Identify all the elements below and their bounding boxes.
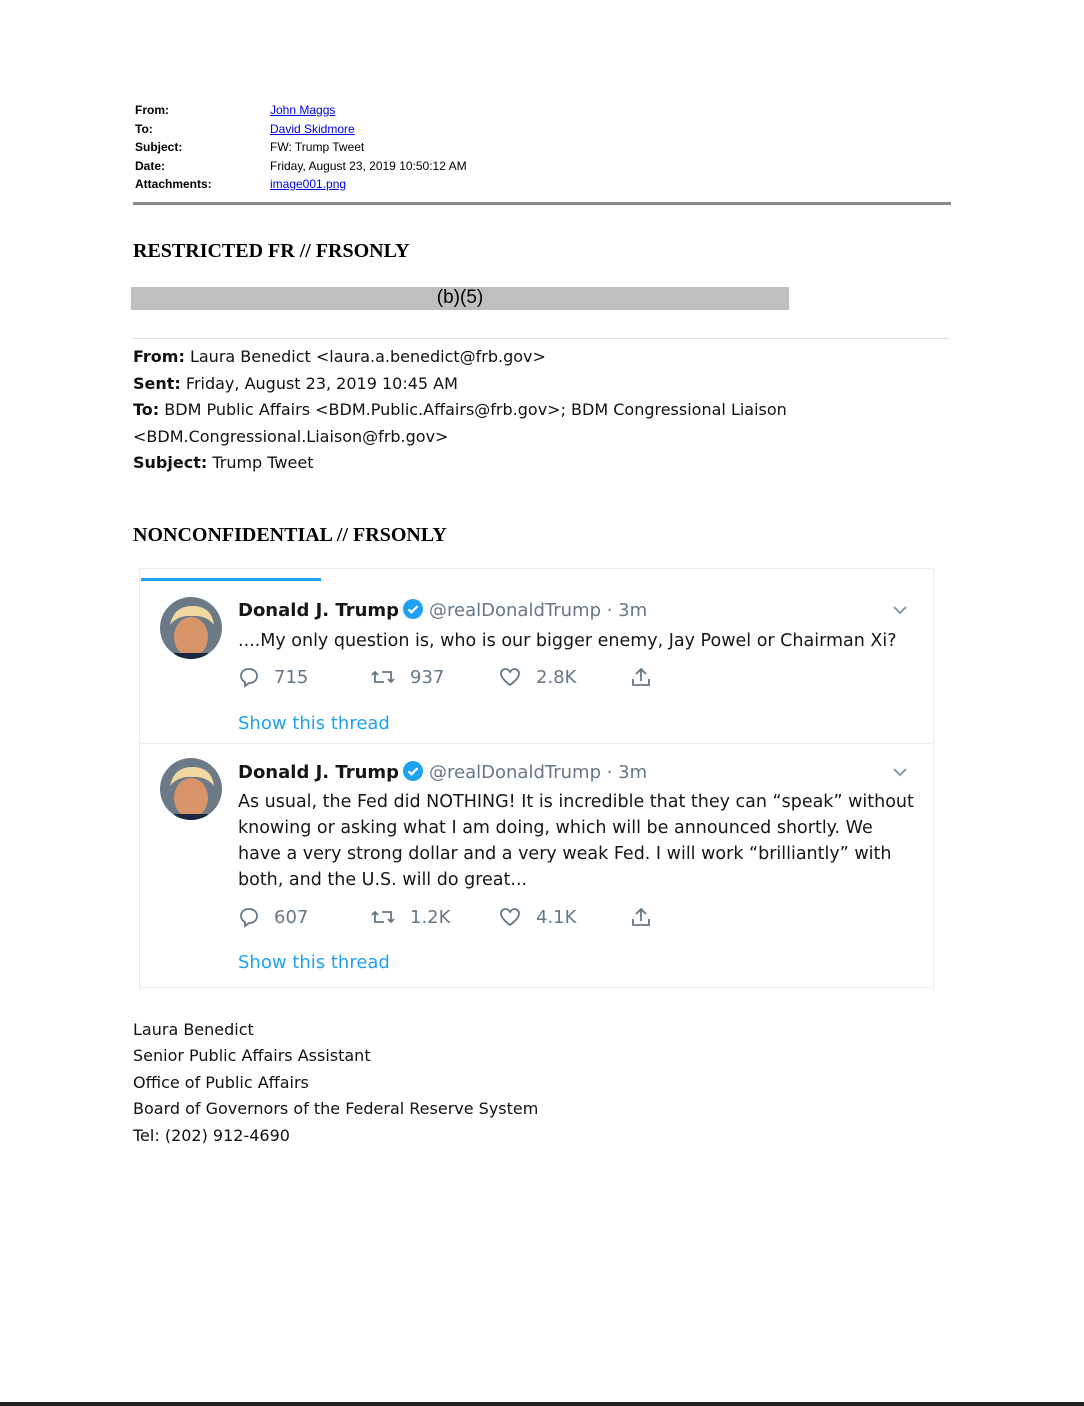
header-to-link[interactable]: David Skidmore <box>270 121 355 136</box>
forwarded-subject-value: Trump Tweet <box>212 453 314 473</box>
verified-badge-icon <box>403 599 423 619</box>
header-attachments-label: Attachments: <box>135 177 212 191</box>
avatar[interactable] <box>160 758 222 820</box>
header-date-label: Date: <box>135 158 166 173</box>
forwarded-sent-value: Friday, August 23, 2019 10:45 AM <box>185 373 458 393</box>
signature-organization: Board of Governors of the Federal Reserve System <box>133 1099 539 1119</box>
tweet-separator <box>139 743 932 744</box>
header-date-value: Friday, August 23, 2019 10:50:12 AM <box>270 158 467 173</box>
header-attachments-row <box>135 175 467 194</box>
reply-icon <box>238 906 260 928</box>
tweet-text-line: have a very strong dollar and a very weak Fed. I will work “brilliantly” with <box>238 844 892 864</box>
forwarded-sent-label: Sent: <box>133 373 181 393</box>
share-icon <box>630 666 652 688</box>
heart-icon <box>498 666 522 688</box>
header-date-row <box>135 157 467 176</box>
reply-count: 715 <box>274 666 309 688</box>
tweet-card-1[interactable] <box>139 594 932 744</box>
avatar[interactable] <box>160 597 222 659</box>
header-subject-label: Subject: <box>135 140 183 154</box>
header-subject-value: FW: Trump Tweet <box>270 140 365 154</box>
tweet-text-line: As usual, the Fed did NOTHING! It is incredible that they can “speak” without <box>238 792 914 812</box>
tweet-frame-top <box>139 568 932 569</box>
retweet-button[interactable] <box>370 666 444 688</box>
reply-icon <box>238 666 260 688</box>
like-button[interactable] <box>498 666 576 688</box>
forwarded-from-row <box>133 344 787 371</box>
reply-button[interactable] <box>238 906 308 928</box>
forwarded-to-row <box>133 397 787 424</box>
redaction-block: (b)(5) <box>131 287 789 310</box>
retweet-count: 1.2K <box>410 906 451 928</box>
email-header <box>135 101 467 194</box>
header-from-link[interactable]: John Maggs <box>270 103 336 117</box>
chevron-down-icon[interactable] <box>891 604 909 616</box>
tweet-author-name[interactable]: Donald J. Trump <box>238 600 400 621</box>
share-icon <box>630 906 652 928</box>
tweet-header <box>238 599 647 621</box>
share-button[interactable] <box>630 906 666 928</box>
signature-phone: Tel: (202) 912-4690 <box>133 1125 290 1145</box>
reply-button[interactable] <box>238 666 308 688</box>
like-count: 4.1K <box>536 906 577 928</box>
header-subject-row <box>135 138 467 157</box>
like-button[interactable] <box>498 906 576 928</box>
forwarded-header <box>133 344 787 477</box>
forwarded-from-value: Laura Benedict <laura.a.benedict@frb.gov> <box>189 347 546 366</box>
forwarded-sent-row <box>133 371 787 398</box>
forwarded-from-label: From: <box>133 347 185 366</box>
tweet-text-line: both, and the U.S. will do great... <box>238 870 528 890</box>
forwarded-subject-row <box>133 450 787 477</box>
reply-count: 607 <box>274 906 309 928</box>
forward-divider <box>133 338 949 339</box>
email-signature <box>133 1017 538 1149</box>
header-from-label: From: <box>135 103 169 117</box>
forwarded-to-continued: <BDM.Congressional.Liaison@frb.gov> <box>133 426 449 446</box>
attachment-link[interactable]: image001.png <box>270 177 347 191</box>
tweet-author-name[interactable]: Donald J. Trump <box>238 762 400 783</box>
signature-title: Senior Public Affairs Assistant <box>133 1046 371 1066</box>
tweet-handle: @realDonaldTrump · 3m <box>429 762 648 783</box>
signature-name: Laura Benedict <box>133 1020 254 1039</box>
classification-nonconfidential: NONCONFIDENTIAL // FRSONLY <box>133 524 447 546</box>
retweet-button[interactable] <box>370 906 450 928</box>
header-to-label: To: <box>135 121 153 136</box>
share-button[interactable] <box>630 666 666 688</box>
tab-underline <box>141 578 321 581</box>
signature-office: Office of Public Affairs <box>133 1072 309 1092</box>
retweet-icon <box>370 906 396 928</box>
tweet-frame-bottom <box>139 987 932 988</box>
show-thread-link[interactable]: Show this thread <box>238 952 390 973</box>
retweet-count: 937 <box>410 666 445 688</box>
heart-icon <box>498 906 522 928</box>
tweet-text-line: knowing or asking what I am doing, which will be announced shortly. We <box>238 818 873 838</box>
tweet-handle: @realDonaldTrump · 3m <box>429 600 648 621</box>
tweet-header <box>238 761 647 783</box>
tweet-text: ....My only question is, who is our bigger enemy, Jay Powel or Chairman Xi? <box>238 631 897 651</box>
header-divider <box>133 202 951 205</box>
verified-badge-icon <box>403 761 423 781</box>
show-thread-link[interactable]: Show this thread <box>238 713 390 734</box>
forwarded-to-value: BDM Public Affairs <BDM.Public.Affairs@frb.gov>; BDM Congressional Liaison <box>164 400 787 420</box>
chevron-down-icon[interactable] <box>891 766 909 778</box>
retweet-icon <box>370 666 396 688</box>
like-count: 2.8K <box>536 666 577 688</box>
page-bottom-border <box>0 1402 1084 1406</box>
header-from-row <box>135 101 467 120</box>
forwarded-subject-label: Subject: <box>133 453 208 473</box>
forwarded-to-label: To: <box>133 400 160 420</box>
classification-restricted: RESTRICTED FR // FRSONLY <box>133 240 410 262</box>
header-to-row <box>135 120 467 139</box>
tweet-card-2[interactable] <box>139 756 932 986</box>
tweet-text <box>238 789 918 893</box>
